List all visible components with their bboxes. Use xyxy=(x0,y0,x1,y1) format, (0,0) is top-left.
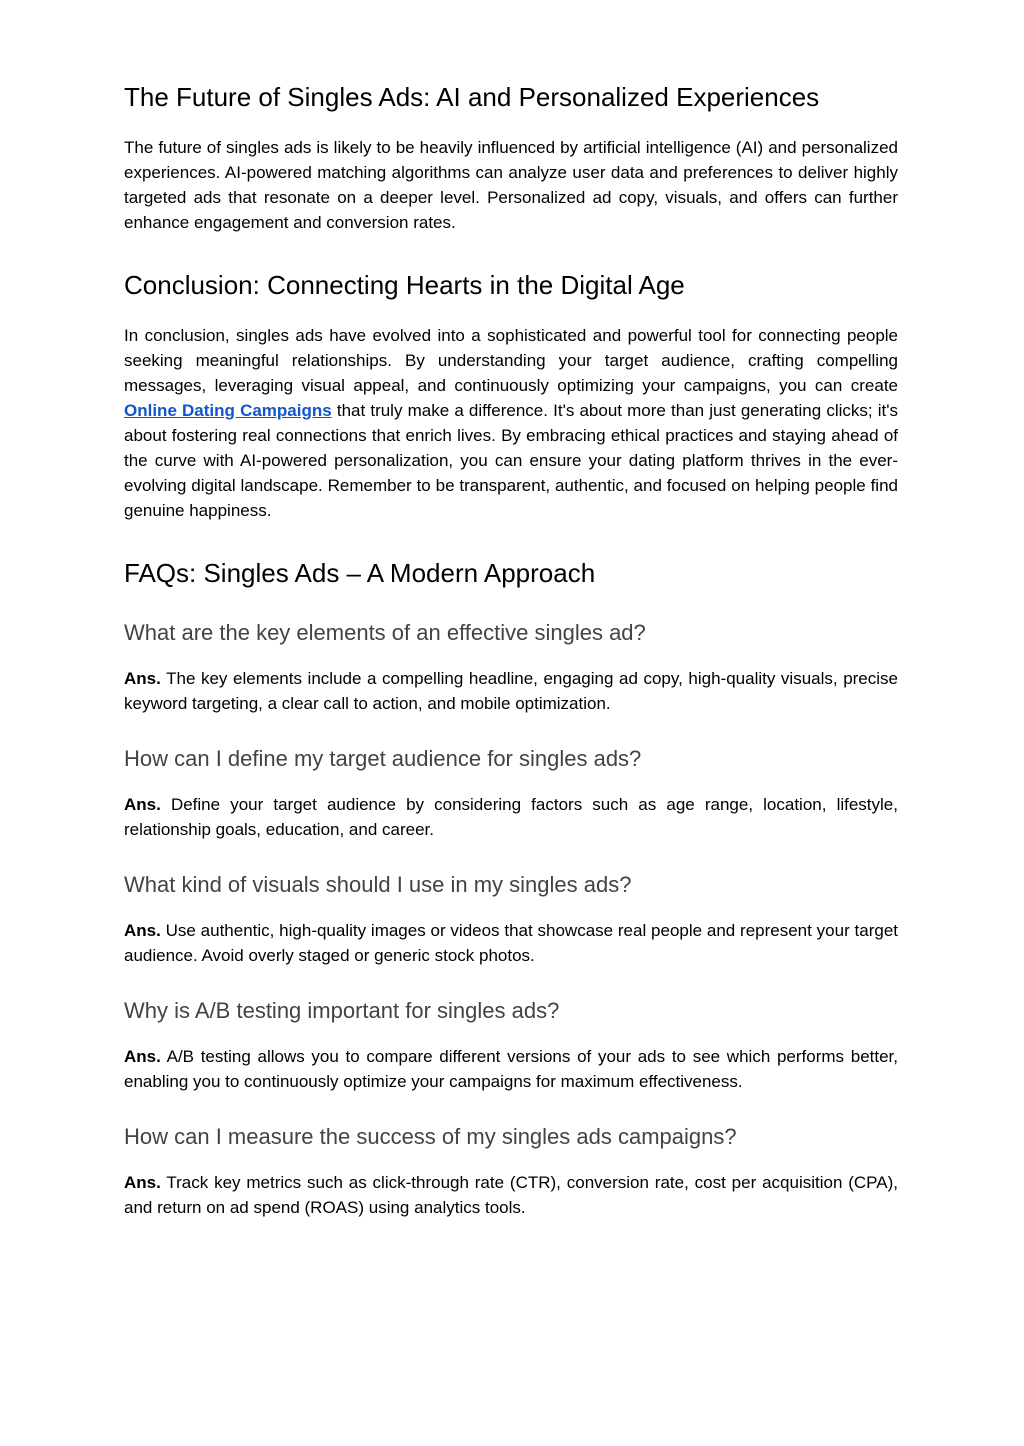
faq-question: What kind of visuals should I use in my singles ads? xyxy=(124,872,632,897)
future-section-body: The future of singles ads is likely to be heavily influenced by artificial intelligence (AI) and personalized experiences. AI-powered matching algorithms can analyze user data and preferences to deliver highly targeted ads that resonate on a deeper level. Personalized ad copy, visuals, and offers can further enhance engagement and conversion rates. xyxy=(124,138,898,232)
answer-label: Ans. xyxy=(124,921,161,940)
faqs-section-title: FAQs: Singles Ads – A Modern Approach xyxy=(124,558,596,588)
conclusion-section-title: Conclusion: Connecting Hearts in the Digital Age xyxy=(124,270,685,300)
faq-question: Why is A/B testing important for singles ads? xyxy=(124,998,560,1023)
faq-answer xyxy=(124,918,898,968)
faq-answer-text: The key elements include a compelling headline, engaging ad copy, high-quality visuals, precise keyword targeting, a clear call to action, and mobile optimization. xyxy=(124,669,898,713)
faq-answer xyxy=(124,1170,898,1220)
faq-answer-text: Define your target audience by considering factors such as age range, location, lifestyle, relationship goals, education, and career. xyxy=(124,795,898,839)
faq-answer-text: Use authentic, high-quality images or videos that showcase real people and represent your target audience. Avoid overly staged or generic stock photos. xyxy=(124,921,898,965)
faq-answer-text: A/B testing allows you to compare different versions of your ads to see which performs better, enabling you to continuously optimize your campaigns for maximum effectiveness. xyxy=(124,1047,898,1091)
answer-label: Ans. xyxy=(124,1173,161,1192)
answer-label: Ans. xyxy=(124,669,161,688)
answer-label: Ans. xyxy=(124,1047,161,1066)
online-dating-campaigns-link[interactable]: Online Dating Campaigns xyxy=(124,401,332,420)
conclusion-text-after-link: that truly make a difference. It's about more than just generating clicks; it's about fostering real connections that enrich lives. By embracing ethical practices and staying ahead of the curve with AI-powered personalization, you can ensure your dating platform thrives in the ever-evolving digital landscape. Remember to be transparent, authentic, and focused on helping people find genuine happiness. xyxy=(124,401,899,520)
conclusion-section-body xyxy=(124,323,898,523)
faq-question: How can I define my target audience for singles ads? xyxy=(124,746,642,771)
faq-answer-text: Track key metrics such as click-through rate (CTR), conversion rate, cost per acquisition (CPA), and return on ad spend (ROAS) using analytics tools. xyxy=(124,1173,898,1217)
faq-answer xyxy=(124,1044,898,1094)
faq-answer xyxy=(124,792,898,842)
answer-label: Ans. xyxy=(124,795,161,814)
document-page xyxy=(124,80,898,1248)
faq-answer xyxy=(124,666,898,716)
faq-question: What are the key elements of an effective singles ad? xyxy=(124,620,646,645)
future-section-title: The Future of Singles Ads: AI and Personalized Experiences xyxy=(124,82,820,112)
conclusion-text-before-link: In conclusion, singles ads have evolved into a sophisticated and powerful tool for connecting people seeking meaningful relationships. By understanding your target audience, crafting compelling messages, leveraging visual appeal, and continuously optimizing your campaigns, you can create xyxy=(124,326,898,395)
faq-question: How can I measure the success of my singles ads campaigns? xyxy=(124,1124,737,1149)
